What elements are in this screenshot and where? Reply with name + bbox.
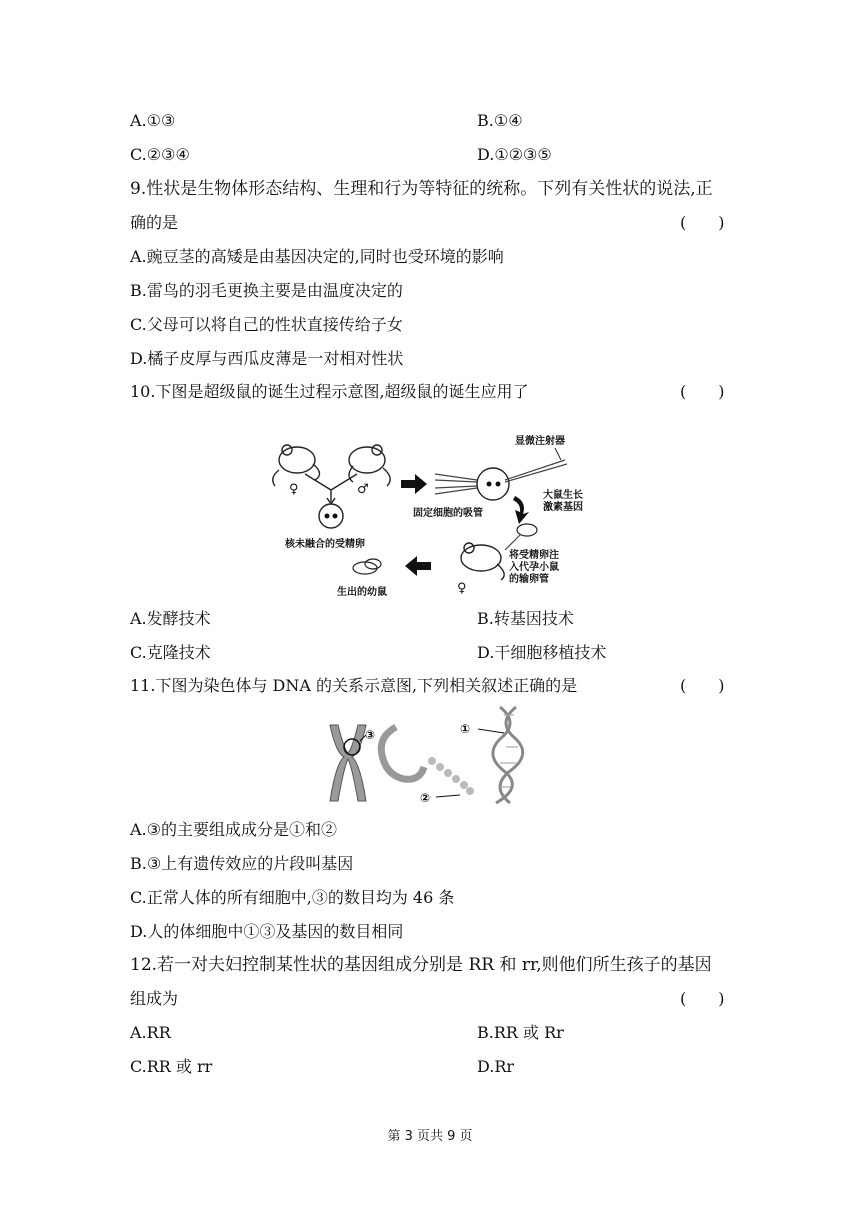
marker-1-pointer (478, 729, 504, 733)
q11-stem: 11.下图为染色体与 DNA 的关系示意图,下列相关叙述正确的是 (130, 676, 578, 695)
nucleosome-beads (428, 757, 474, 795)
q8-option-d: D.①②③⑤ (477, 145, 552, 164)
fertilized-egg-icon (319, 504, 343, 528)
injector-pointer (555, 448, 561, 460)
label-inject-line3: 的输卵管 (509, 574, 549, 585)
chromosome-dna-diagram (320, 703, 530, 811)
process-arrow-down (513, 496, 529, 524)
dna-helix-illustration (493, 707, 523, 803)
chromatin-coil-illustration (381, 727, 424, 779)
q11-option-d: D.人的体细胞中①③及基因的数目相同 (130, 922, 404, 941)
q9-stem-line2: 确的是 (130, 213, 179, 232)
chromosome-illustration (330, 725, 366, 801)
pronucleus-dot (496, 482, 501, 487)
label-injector: 显微注射器 (515, 436, 565, 447)
male-mouse-illustration (349, 445, 390, 486)
q10-option-c: C.克隆技术 (130, 643, 211, 662)
female-mouse-illustration (273, 445, 320, 486)
q10-option-a: A.发酵技术 (130, 609, 211, 628)
q9-option-b: B.雷鸟的羽毛更换主要是由温度决定的 (130, 281, 403, 300)
q9-option-a: A.豌豆茎的高矮是由基因决定的,同时也受环境的影响 (130, 247, 504, 266)
surrogate-female-symbol: ♀ (457, 581, 467, 596)
label-pipette: 固定细胞的吸管 (413, 508, 483, 519)
q12-stem-line2: 组成为 (130, 989, 179, 1008)
label-inject-line1: 将受精卵注 (509, 550, 559, 561)
q11-option-c: C.正常人体的所有细胞中,③的数目均为 46 条 (130, 888, 455, 907)
q12-option-c: C.RR 或 rr (130, 1057, 213, 1076)
q9-option-d: D.橘子皮厚与西瓜皮薄是一对相对性状 (130, 349, 404, 368)
q8-option-b: B.①④ (477, 111, 523, 130)
label-gene-line2: 激素基因 (543, 502, 583, 513)
q12-option-b: B.RR 或 Rr (477, 1023, 564, 1042)
micro-injector (505, 460, 567, 482)
pronucleus-dot (487, 482, 492, 487)
marker-2-pointer (436, 795, 460, 797)
holding-pipette (435, 474, 477, 494)
q10-answer-bracket: ( ) (680, 382, 725, 401)
label-pup: 生出的幼鼠 (337, 587, 387, 598)
q10-stem: 10.下图是超级鼠的诞生过程示意图,超级鼠的诞生应用了 (130, 382, 529, 401)
q11-option-a: A.③的主要组成成分是①和② (130, 820, 337, 839)
q11-answer-bracket: ( ) (680, 676, 725, 695)
held-egg-icon (477, 468, 509, 500)
q12-option-a: A.RR (130, 1023, 171, 1042)
transfer-needle (505, 534, 521, 550)
page-number: 第 3 页共 9 页 (387, 1129, 473, 1144)
mark-1: ① (460, 722, 471, 736)
q8-option-c: C.②③④ (130, 145, 190, 164)
fertilization-lines (305, 474, 357, 502)
mark-3: ③ (365, 728, 376, 742)
q10-option-d: D.干细胞移植技术 (477, 643, 607, 662)
mark-2: ② (420, 791, 431, 805)
q9-answer-bracket: ( ) (680, 213, 725, 232)
pup-illustration (353, 559, 381, 574)
q12-option-d: D.Rr (477, 1057, 515, 1076)
female-symbol: ♀ (289, 482, 299, 497)
label-inject-line2: 入代孕小鼠 (509, 562, 559, 573)
q8-option-a: A.①③ (130, 111, 176, 130)
super-mouse-diagram (265, 430, 605, 600)
q12-answer-bracket: ( ) (680, 989, 725, 1008)
surrogate-mouse-illustration (461, 543, 504, 580)
q10-option-b: B.转基因技术 (477, 609, 574, 628)
q12-stem-line1: 12.若一对夫妇控制某性状的基因组成分别是 RR 和 rr,则他们所生孩子的基因 (130, 955, 712, 975)
process-arrow-left (405, 556, 431, 576)
q9-stem-line1: 9.性状是生物体形态结构、生理和行为等特征的统称。下列有关性状的说法,正 (130, 179, 713, 199)
process-arrow-right (401, 474, 427, 494)
q11-option-b: B.③上有遗传效应的片段叫基因 (130, 854, 354, 873)
label-egg: 核未融合的受精卵 (285, 539, 365, 550)
male-symbol: ♂ (357, 482, 369, 497)
label-gene-line1: 大鼠生长 (543, 490, 583, 501)
pronucleus-dot (333, 514, 338, 519)
pronucleus-dot (325, 514, 330, 519)
q9-option-c: C.父母可以将自己的性状直接传给子女 (130, 315, 403, 334)
